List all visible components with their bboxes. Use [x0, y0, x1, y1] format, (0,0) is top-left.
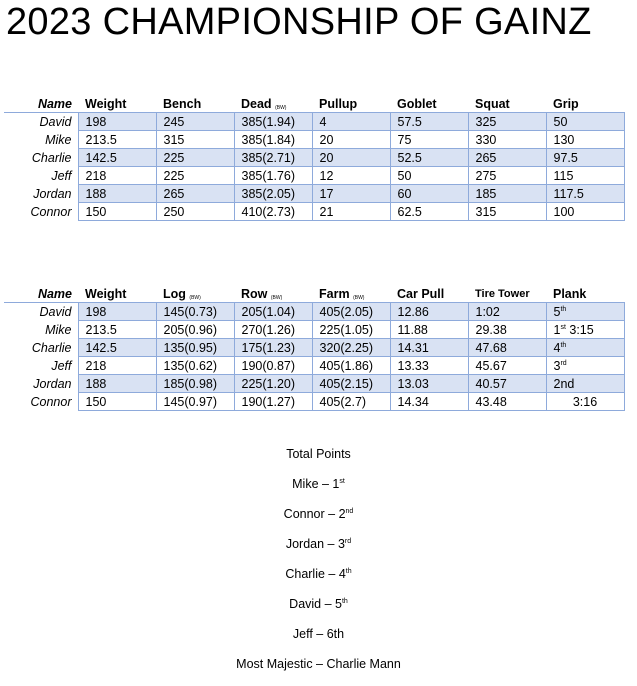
plank-suffix: th	[560, 305, 567, 313]
header-row-label: Row	[241, 286, 268, 301]
cell-name: Jordan	[4, 375, 78, 393]
cell-grip: 100	[546, 203, 624, 221]
cell-bench: 250	[156, 203, 234, 221]
cell-plank	[546, 303, 624, 321]
rank-text: Jordan – 3	[285, 537, 345, 551]
cell-weight: 188	[78, 185, 156, 203]
plank-place: 5	[553, 304, 561, 319]
cell-squat: 265	[468, 149, 546, 167]
cell-name: David	[4, 303, 78, 321]
cell-pullup: 12	[312, 167, 390, 185]
cell-row: 225(1.20)	[234, 375, 312, 393]
cell-weight: 218	[78, 357, 156, 375]
cell-row: 205(1.04)	[234, 303, 312, 321]
cell-row: 190(0.87)	[234, 357, 312, 375]
cell-log: 145(0.73)	[156, 303, 234, 321]
cell-log: 185(0.98)	[156, 375, 234, 393]
rank-line	[0, 566, 637, 596]
cell-grip: 50	[546, 113, 624, 131]
cell-dead: 385(1.76)	[234, 167, 312, 185]
cell-name: Jeff	[4, 357, 78, 375]
bw-tag: (BW)	[189, 294, 201, 301]
cell-weight: 218	[78, 167, 156, 185]
cell-car-pull: 14.34	[390, 393, 468, 411]
table-row	[4, 113, 624, 131]
cell-squat: 330	[468, 131, 546, 149]
plank-place: 4	[553, 340, 561, 355]
rank-text: Connor – 2	[283, 507, 346, 521]
cell-plank: 3:16	[546, 393, 624, 411]
cell-name: Mike	[4, 131, 78, 149]
cell-car-pull: 11.88	[390, 321, 468, 339]
cell-dead: 385(1.84)	[234, 131, 312, 149]
header-tire-tower: Tire Tower	[468, 285, 546, 303]
table-row	[4, 131, 624, 149]
cell-goblet: 57.5	[390, 113, 468, 131]
cell-grip: 130	[546, 131, 624, 149]
cell-tire-tower: 1:02	[468, 303, 546, 321]
rank-suffix: th	[345, 567, 352, 575]
cell-tire-tower: 40.57	[468, 375, 546, 393]
cell-name: David	[4, 113, 78, 131]
header-log	[156, 285, 234, 303]
header-farm	[312, 285, 390, 303]
cell-name: Jordan	[4, 185, 78, 203]
rank-text: Jeff – 6th	[292, 627, 345, 641]
rank-suffix: rd	[344, 537, 352, 545]
total-points-section	[0, 446, 637, 686]
cell-bench: 225	[156, 149, 234, 167]
cell-pullup: 17	[312, 185, 390, 203]
header-dead	[234, 95, 312, 113]
rank-line	[0, 506, 637, 536]
table-row	[4, 149, 624, 167]
rank-text: David – 5	[289, 597, 342, 611]
cell-farm: 225(1.05)	[312, 321, 390, 339]
cell-bench: 225	[156, 167, 234, 185]
cell-pullup: 20	[312, 131, 390, 149]
cell-plank	[546, 357, 624, 375]
plank-suffix: st	[560, 323, 566, 331]
cell-name: Charlie	[4, 339, 78, 357]
total-points-heading: Total Points	[286, 447, 351, 461]
cell-weight: 150	[78, 393, 156, 411]
page-title: 2023 CHAMPIONSHIP OF GAINZ	[6, 1, 592, 43]
header-bench: Bench	[156, 95, 234, 113]
cell-log: 205(0.96)	[156, 321, 234, 339]
rank-line	[0, 536, 637, 566]
header-goblet: Goblet	[390, 95, 468, 113]
cell-farm: 405(2.05)	[312, 303, 390, 321]
header-name: Name	[4, 95, 78, 113]
cell-row: 190(1.27)	[234, 393, 312, 411]
cell-farm: 320(2.25)	[312, 339, 390, 357]
cell-squat: 315	[468, 203, 546, 221]
cell-weight: 213.5	[78, 131, 156, 149]
cell-row: 270(1.26)	[234, 321, 312, 339]
cell-car-pull: 12.86	[390, 303, 468, 321]
cell-dead: 410(2.73)	[234, 203, 312, 221]
plank-place: 1	[553, 322, 561, 337]
cell-car-pull: 13.33	[390, 357, 468, 375]
most-majestic: Most Majestic – Charlie Mann	[236, 657, 401, 671]
cell-pullup: 21	[312, 203, 390, 221]
header-squat: Squat	[468, 95, 546, 113]
cell-plank: 2nd	[546, 375, 624, 393]
rank-text: Mike – 1	[292, 477, 340, 491]
rank-suffix: th	[341, 597, 348, 605]
plank-time: 3:15	[565, 322, 594, 337]
cell-squat: 325	[468, 113, 546, 131]
cell-grip: 115	[546, 167, 624, 185]
cell-log: 145(0.97)	[156, 393, 234, 411]
header-farm-label: Farm	[319, 286, 350, 301]
table-row	[4, 303, 624, 321]
cell-bench: 315	[156, 131, 234, 149]
cell-goblet: 60	[390, 185, 468, 203]
cell-dead: 385(2.05)	[234, 185, 312, 203]
cell-dead: 385(2.71)	[234, 149, 312, 167]
cell-weight: 142.5	[78, 149, 156, 167]
header-name: Name	[4, 285, 78, 303]
header-plank: Plank	[546, 285, 624, 303]
rank-text: Charlie – 4	[285, 567, 346, 581]
table-row	[4, 375, 624, 393]
cell-name: Charlie	[4, 149, 78, 167]
bw-tag: (BW)	[275, 104, 287, 111]
rank-line	[0, 596, 637, 626]
cell-tire-tower: 47.68	[468, 339, 546, 357]
plank-suffix: rd	[560, 359, 567, 367]
table-header-row	[4, 95, 624, 113]
strength-table	[4, 95, 625, 221]
cell-plank	[546, 321, 624, 339]
cell-weight: 213.5	[78, 321, 156, 339]
header-dead-label: Dead	[241, 96, 272, 111]
cell-tire-tower: 45.67	[468, 357, 546, 375]
plank-place: 3	[553, 358, 561, 373]
table-header-row	[4, 285, 624, 303]
rank-line	[0, 626, 637, 656]
rank-suffix: nd	[345, 507, 354, 515]
cell-grip: 117.5	[546, 185, 624, 203]
bw-tag: (BW)	[353, 294, 365, 301]
cell-goblet: 75	[390, 131, 468, 149]
header-pullup: Pullup	[312, 95, 390, 113]
cell-name: Connor	[4, 393, 78, 411]
strongman-table	[4, 285, 625, 411]
header-row	[234, 285, 312, 303]
cell-farm: 405(1.86)	[312, 357, 390, 375]
rank-suffix: st	[339, 477, 345, 485]
cell-log: 135(0.62)	[156, 357, 234, 375]
cell-dead: 385(1.94)	[234, 113, 312, 131]
cell-goblet: 62.5	[390, 203, 468, 221]
table-row	[4, 203, 624, 221]
cell-car-pull: 13.03	[390, 375, 468, 393]
cell-weight: 188	[78, 375, 156, 393]
cell-weight: 198	[78, 303, 156, 321]
header-weight: Weight	[78, 95, 156, 113]
cell-grip: 97.5	[546, 149, 624, 167]
cell-weight: 150	[78, 203, 156, 221]
table-row	[4, 185, 624, 203]
cell-tire-tower: 43.48	[468, 393, 546, 411]
cell-name: Mike	[4, 321, 78, 339]
header-car-pull: Car Pull	[390, 285, 468, 303]
bw-tag: (BW)	[270, 294, 283, 301]
cell-pullup: 4	[312, 113, 390, 131]
cell-farm: 405(2.15)	[312, 375, 390, 393]
cell-weight: 142.5	[78, 339, 156, 357]
cell-bench: 265	[156, 185, 234, 203]
cell-name: Jeff	[4, 167, 78, 185]
table-row	[4, 393, 624, 411]
rank-line	[0, 476, 637, 506]
cell-row: 175(1.23)	[234, 339, 312, 357]
plank-suffix: th	[560, 341, 567, 349]
cell-goblet: 50	[390, 167, 468, 185]
table-row	[4, 357, 624, 375]
cell-goblet: 52.5	[390, 149, 468, 167]
cell-bench: 245	[156, 113, 234, 131]
cell-squat: 275	[468, 167, 546, 185]
cell-squat: 185	[468, 185, 546, 203]
table-row	[4, 339, 624, 357]
cell-farm: 405(2.7)	[312, 393, 390, 411]
table-row	[4, 321, 624, 339]
cell-weight: 198	[78, 113, 156, 131]
cell-car-pull: 14.31	[390, 339, 468, 357]
cell-pullup: 20	[312, 149, 390, 167]
header-grip: Grip	[546, 95, 624, 113]
cell-log: 135(0.95)	[156, 339, 234, 357]
header-weight: Weight	[78, 285, 156, 303]
cell-tire-tower: 29.38	[468, 321, 546, 339]
cell-plank	[546, 339, 624, 357]
header-log-label: Log	[163, 286, 186, 301]
cell-name: Connor	[4, 203, 78, 221]
table-row	[4, 167, 624, 185]
